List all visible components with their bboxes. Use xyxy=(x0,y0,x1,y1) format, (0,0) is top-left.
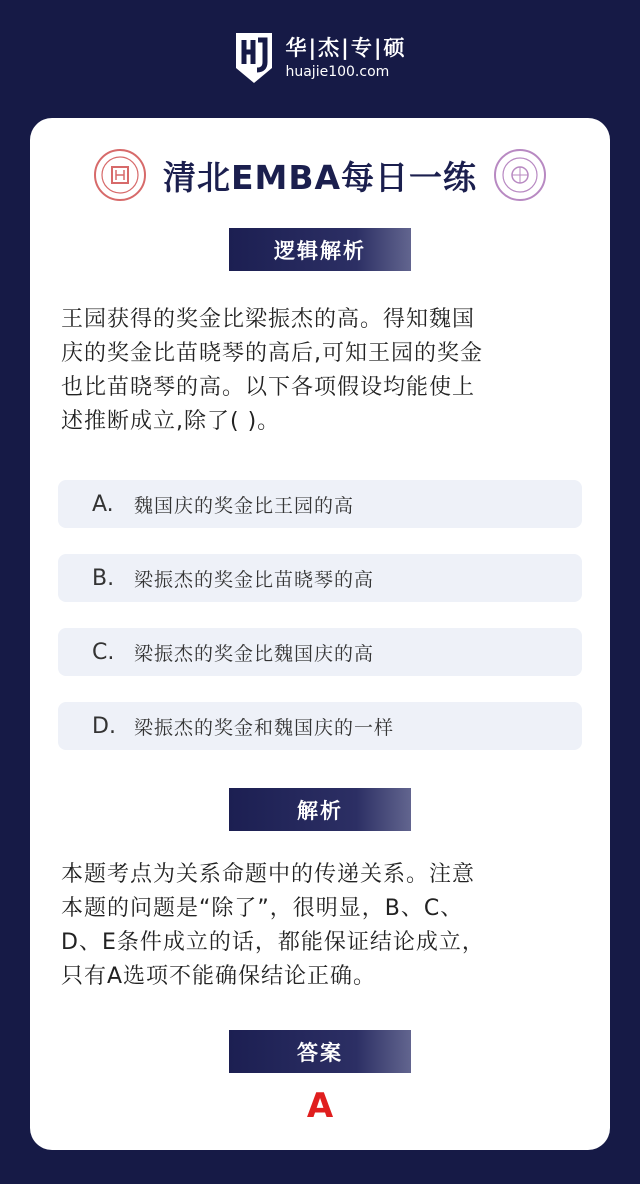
option-d[interactable] xyxy=(58,702,582,750)
section-tag-analysis: 解析 xyxy=(229,788,411,831)
option-text: 梁振杰的奖金比魏国庆的高 xyxy=(134,642,375,665)
option-c[interactable] xyxy=(58,628,582,676)
analysis-line: 本题考点为关系命题中的传递关系。注意 xyxy=(61,862,476,887)
option-text: 梁振杰的奖金比苗晓琴的高 xyxy=(134,568,375,591)
brand-name: 华|杰|专|硕 xyxy=(285,36,407,60)
option-b[interactable] xyxy=(58,554,582,602)
section-tag-answer: 答案 xyxy=(229,1030,411,1073)
option-text: 梁振杰的奖金和魏国庆的一样 xyxy=(134,716,395,739)
question-line: 王园获得的奖金比梁振杰的高。得知魏国 xyxy=(61,307,476,332)
huajie-logo-icon xyxy=(233,30,275,86)
analysis-line: 本题的问题是“除了”，很明显，B、C、 xyxy=(61,896,464,921)
question-text xyxy=(61,303,586,439)
analysis-line: 只有A选项不能确保结论正确。 xyxy=(61,964,377,989)
peking-university-seal-icon xyxy=(93,148,147,202)
title-row xyxy=(30,144,610,206)
question-line: 庆的奖金比苗晓琴的高后,可知王园的奖金 xyxy=(61,341,483,366)
brand-header xyxy=(0,30,640,86)
tsinghua-university-seal-icon xyxy=(493,148,547,202)
option-letter: A. xyxy=(92,491,114,517)
option-letter: B. xyxy=(92,565,115,591)
analysis-text xyxy=(61,858,586,994)
question-line: 述推断成立,除了( )。 xyxy=(61,409,281,434)
page-title: 清北EMBA每日一练 xyxy=(162,157,478,197)
brand-url: huajie100.com xyxy=(285,64,390,80)
option-letter: C. xyxy=(92,639,115,665)
option-letter: D. xyxy=(92,713,116,739)
question-card xyxy=(30,118,610,1150)
analysis-line: D、E条件成立的话，都能保证结论成立， xyxy=(61,930,485,955)
question-line: 也比苗晓琴的高。以下各项假设均能使上 xyxy=(61,375,476,400)
answer-value: A xyxy=(306,1086,334,1126)
section-tag-question: 逻辑解析 xyxy=(229,228,411,271)
option-a[interactable] xyxy=(58,480,582,528)
option-text: 魏国庆的奖金比王园的高 xyxy=(134,494,355,517)
